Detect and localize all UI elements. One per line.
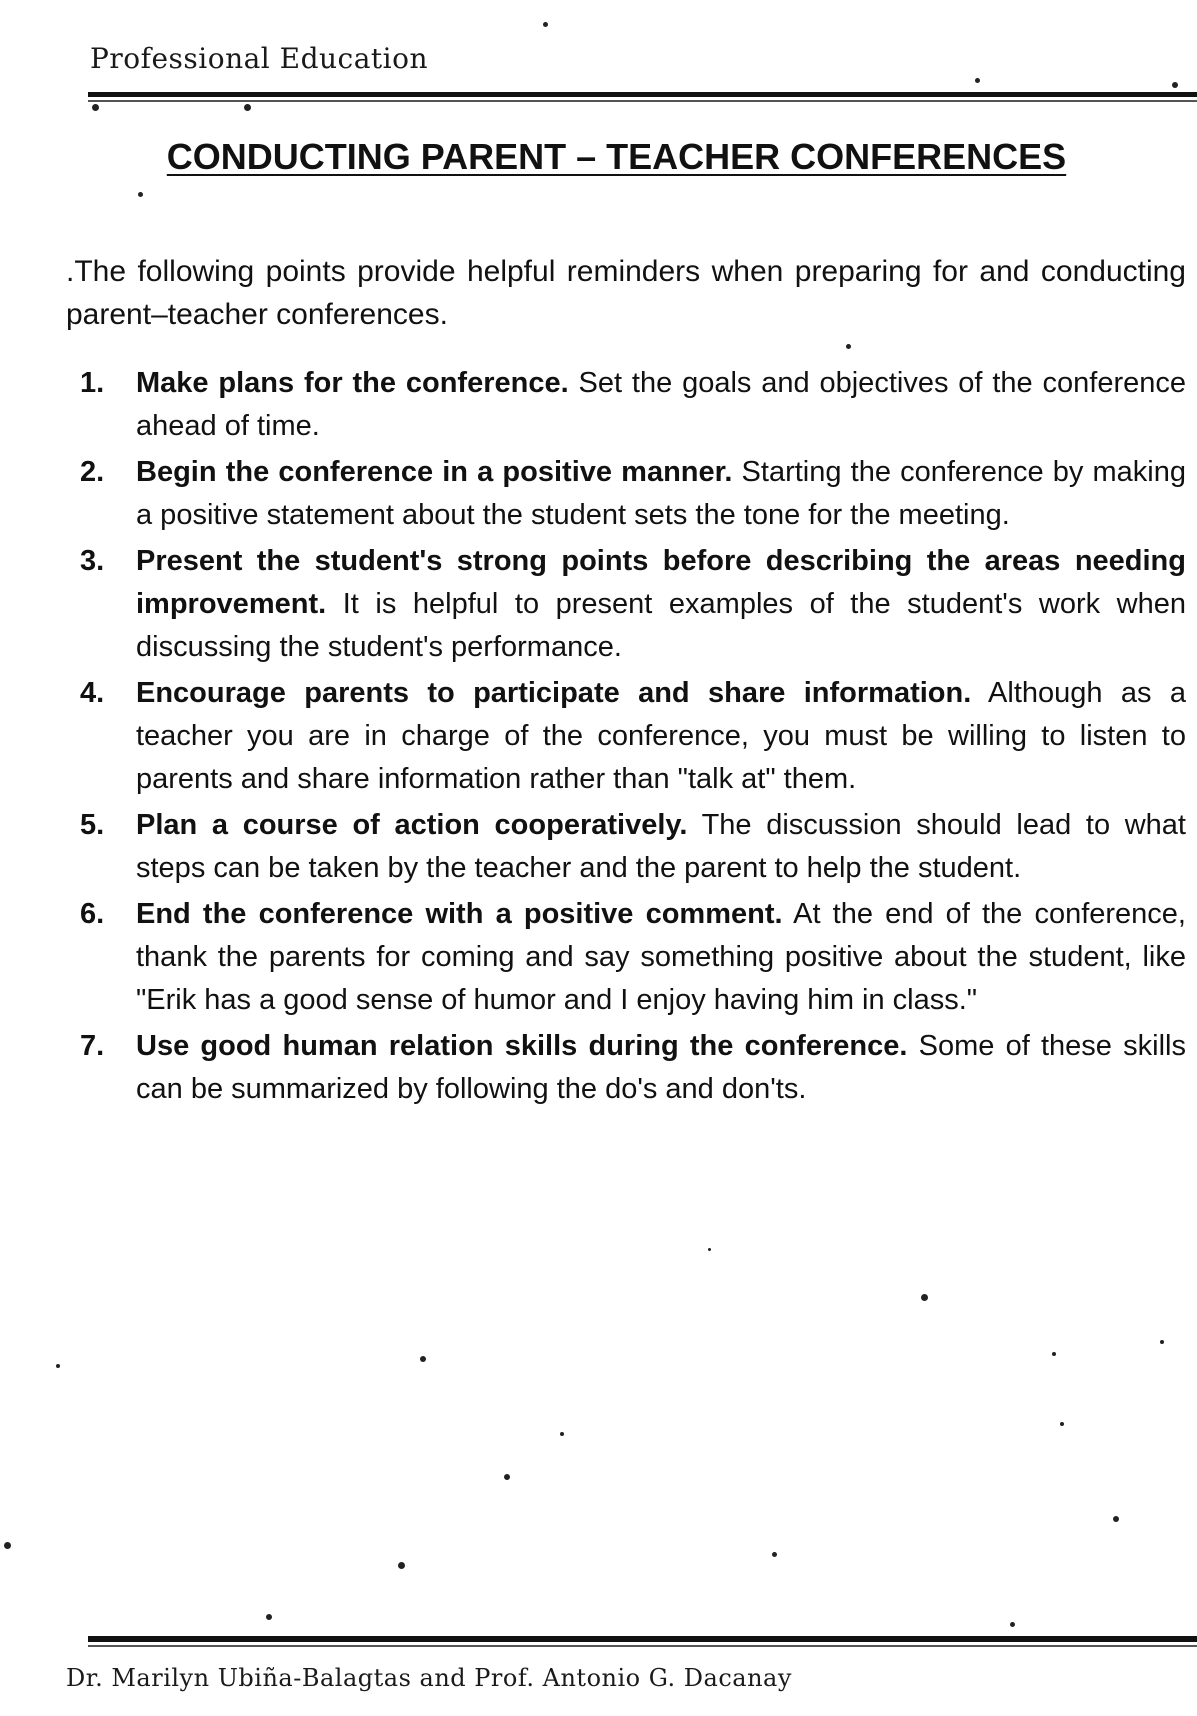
header-rule: [88, 92, 1197, 97]
scan-speck: [975, 78, 980, 83]
point-lead: Plan a course of action cooperatively.: [136, 809, 688, 841]
scan-speck: [772, 1552, 777, 1557]
scan-speck: [92, 104, 99, 111]
point-text: Starting the conference by making a positive statement about the student sets the tone for the meeting.: [136, 456, 1186, 531]
scan-speck: [420, 1356, 426, 1362]
scan-speck: [1113, 1516, 1119, 1522]
scan-speck: [846, 344, 851, 349]
scan-speck: [921, 1294, 928, 1301]
list-item: [80, 362, 1186, 448]
point-text: The discussion should lead to what steps can be taken by the teacher and the parent to help the student.: [136, 809, 1186, 884]
list-item: [80, 451, 1186, 537]
list-item: [80, 804, 1186, 890]
scan-speck: [1010, 1622, 1015, 1627]
point-lead: Use good human relation skills during the conference.: [136, 1030, 908, 1062]
scan-speck: [708, 1248, 711, 1251]
point-lead: End the conference with a positive comment.: [136, 898, 783, 930]
point-text: Some of these skills can be summarized by following the do's and don'ts.: [136, 1030, 1186, 1105]
running-header: Professional Education: [90, 42, 429, 75]
scan-speck: [560, 1432, 564, 1436]
point-text: It is helpful to present examples of the student's work when discussing the student's performance.: [136, 588, 1186, 663]
scan-speck: [398, 1562, 405, 1569]
point-body: [136, 451, 1186, 537]
scan-speck: [504, 1474, 510, 1480]
scan-speck: [1052, 1352, 1056, 1356]
footer-rule-thin: [88, 1645, 1197, 1647]
scan-speck: [266, 1614, 272, 1620]
list-item: [80, 893, 1186, 1022]
point-number: 2.: [80, 456, 105, 488]
scan-speck: [1060, 1422, 1064, 1426]
scan-speck: [56, 1364, 60, 1368]
point-lead: Begin the conference in a positive manner.: [136, 456, 733, 488]
intro-paragraph: .The following points provide helpful reminders when preparing for and conducting parent–teacher conferences.: [66, 255, 1186, 331]
scan-speck: [244, 104, 251, 111]
scan-speck: [4, 1542, 11, 1549]
list-item: [80, 540, 1186, 669]
point-lead: Encourage parents to participate and share information.: [136, 677, 972, 709]
scan-speck: [1172, 82, 1178, 88]
scan-speck: [138, 192, 143, 197]
point-number: 4.: [80, 677, 105, 709]
point-body: [136, 672, 1186, 801]
point-text: Set the goals and objectives of the conference ahead of time.: [136, 367, 1186, 442]
point-lead: Make plans for the conference.: [136, 367, 569, 399]
point-text: At the end of the conference, thank the parents for coming and say something positive about the student, like "Erik has a good sense of humor and I enjoy having him in class.": [136, 898, 1186, 1016]
footer-authors: Dr. Marilyn Ubiña-Balagtas and Prof. Antonio G. Dacanay: [66, 1664, 792, 1692]
point-number: 3.: [80, 545, 105, 577]
document-title: CONDUCTING PARENT – TEACHER CONFERENCES: [166, 136, 1067, 177]
scan-speck: [543, 22, 548, 27]
points-list: [80, 362, 1186, 1114]
point-number: 6.: [80, 898, 105, 930]
point-body: [136, 804, 1186, 890]
point-body: [136, 362, 1186, 448]
point-number: 1.: [80, 367, 105, 399]
point-body: [136, 1025, 1186, 1111]
point-number: 7.: [80, 1030, 105, 1062]
list-item: [80, 672, 1186, 801]
scan-speck: [1160, 1340, 1164, 1344]
header-rule-thin: [88, 100, 1197, 102]
point-number: 5.: [80, 809, 105, 841]
footer-rule: [88, 1636, 1197, 1642]
point-lead: Present the student's strong points before describing the areas needing improvement.: [136, 545, 1186, 620]
point-body: [136, 540, 1186, 669]
point-text: Although as a teacher you are in charge of the conference, you must be willing to listen to parents and share information rather than "talk at" them.: [136, 677, 1187, 795]
list-item: [80, 1025, 1186, 1111]
point-body: [136, 893, 1186, 1022]
